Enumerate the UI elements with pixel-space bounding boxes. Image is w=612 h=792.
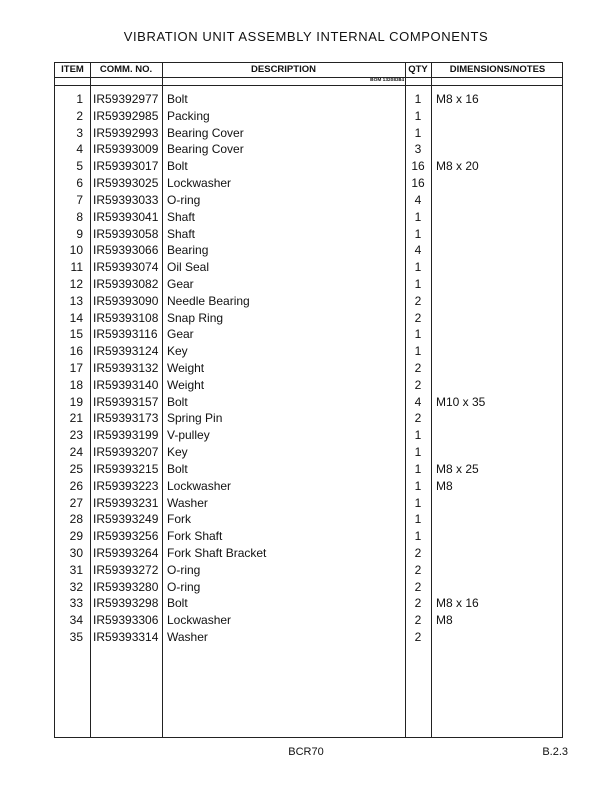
comm-number: IR59393231 — [93, 495, 159, 510]
table-row — [55, 394, 562, 411]
quantity: 2 — [414, 596, 422, 611]
item-number: 7 — [76, 192, 83, 207]
table-row — [55, 579, 562, 596]
comm-number: IR59393306 — [93, 613, 159, 628]
table-row — [55, 108, 562, 125]
quantity: 16 — [411, 176, 425, 191]
comm-number: IR59393173 — [93, 411, 159, 426]
item-number: 17 — [69, 361, 83, 375]
table-row — [55, 511, 562, 528]
comm-number: IR59393082 — [93, 276, 159, 291]
quantity: 1 — [414, 445, 422, 460]
quantity: 2 — [414, 361, 422, 375]
dimensions: M8 — [436, 613, 453, 628]
description: Lockwasher — [167, 176, 232, 191]
item-number: 21 — [69, 411, 83, 426]
dimensions: M8 x 20 — [436, 159, 479, 174]
item-number: 11 — [70, 260, 83, 275]
comm-number: IR59393256 — [93, 529, 159, 544]
description: Bearing — [167, 243, 209, 258]
quantity: 2 — [414, 310, 422, 325]
quantity: 1 — [414, 428, 422, 443]
table-row — [55, 175, 562, 192]
comm-number: IR59393074 — [93, 260, 159, 275]
parts-table — [54, 62, 563, 738]
item-number: 24 — [69, 445, 83, 460]
item-number: 35 — [69, 630, 83, 644]
description: Bearing Cover — [167, 125, 244, 140]
item-number: 25 — [69, 461, 83, 476]
comm-number: IR59393025 — [93, 176, 159, 191]
table-row — [55, 242, 562, 259]
quantity: 2 — [414, 613, 422, 628]
item-number: 23 — [69, 428, 83, 443]
item-number: 32 — [69, 579, 83, 594]
header-dimensions: DIMENSIONS/NOTES — [449, 64, 546, 75]
quantity: 2 — [414, 579, 422, 594]
description: Weight — [167, 377, 205, 392]
comm-number: IR59393124 — [93, 344, 159, 359]
footer-model: BCR70 — [288, 746, 324, 758]
table-row — [55, 158, 562, 175]
table-row — [55, 141, 562, 158]
table-row — [55, 410, 562, 427]
comm-number: IR59393280 — [93, 579, 159, 594]
header-qty: QTY — [408, 64, 428, 75]
description: Bolt — [167, 394, 188, 409]
comm-number: IR59393140 — [93, 377, 159, 392]
description: Bearing Cover — [167, 142, 244, 157]
item-number: 18 — [69, 377, 83, 392]
item-number: 5 — [76, 159, 83, 174]
item-number: 15 — [69, 327, 83, 342]
comm-number: IR59393116 — [93, 327, 158, 342]
description: Washer — [167, 495, 208, 510]
item-number: 33 — [69, 596, 83, 611]
item-number: 10 — [69, 243, 83, 258]
header-description: DESCRIPTION — [251, 64, 316, 75]
item-number: 31 — [69, 562, 83, 577]
quantity: 4 — [414, 192, 422, 207]
comm-number: IR59393215 — [93, 461, 159, 476]
item-number: 14 — [69, 310, 83, 325]
header-divider — [55, 77, 562, 78]
description: Key — [167, 445, 188, 460]
page-title: VIBRATION UNIT ASSEMBLY INTERNAL COMPONENTS — [123, 29, 489, 44]
item-number: 3 — [76, 125, 83, 140]
table-row — [55, 209, 562, 226]
parts-list — [55, 91, 562, 646]
description: O-ring — [167, 579, 201, 594]
table-row — [55, 461, 562, 478]
description: Fork Shaft Bracket — [167, 545, 267, 560]
item-number: 12 — [69, 276, 83, 291]
comm-number: IR59393132 — [93, 361, 159, 375]
description: Bolt — [167, 461, 188, 476]
comm-number: IR59392985 — [93, 108, 159, 123]
quantity: 2 — [414, 562, 422, 577]
comm-number: IR59393298 — [93, 596, 159, 611]
item-number: 28 — [69, 512, 83, 527]
quantity: 1 — [414, 478, 422, 493]
quantity: 4 — [414, 243, 422, 258]
item-number: 16 — [69, 344, 83, 359]
dimensions: M10 x 35 — [436, 394, 486, 409]
table-row — [55, 612, 562, 629]
table-row — [55, 444, 562, 461]
description: Shaft — [167, 209, 196, 224]
quantity: 16 — [411, 159, 425, 174]
quantity: 2 — [414, 293, 422, 308]
table-row — [55, 125, 562, 142]
description: Lockwasher — [167, 613, 232, 628]
table-row — [55, 545, 562, 562]
table-row — [55, 310, 562, 327]
item-number: 19 — [69, 394, 83, 409]
quantity: 4 — [414, 394, 422, 409]
comm-number: IR59392977 — [93, 92, 159, 106]
table-row — [55, 343, 562, 360]
table-row — [55, 562, 562, 579]
dimensions: M8 x 25 — [436, 461, 479, 476]
comm-number: IR59393223 — [93, 478, 159, 493]
comm-number: IR59393090 — [93, 293, 159, 308]
table-row — [55, 377, 562, 394]
table-row — [55, 528, 562, 545]
quantity: 1 — [414, 108, 422, 123]
quantity: 1 — [414, 327, 422, 342]
table-row — [55, 478, 562, 495]
quantity: 1 — [414, 529, 422, 544]
comm-number: IR59393157 — [93, 394, 159, 409]
comm-number: IR59392993 — [93, 125, 159, 140]
table-row — [55, 226, 562, 243]
table-row — [55, 427, 562, 444]
comm-number: IR59393272 — [93, 562, 159, 577]
quantity: 1 — [414, 226, 422, 241]
description: Bolt — [167, 92, 188, 106]
description: Packing — [167, 108, 210, 123]
quantity: 1 — [414, 260, 422, 275]
comm-number: IR59393066 — [93, 243, 159, 258]
description: V-pulley — [167, 428, 210, 443]
item-number: 8 — [76, 209, 83, 224]
description: Fork — [167, 512, 191, 527]
description: Snap Ring — [167, 310, 224, 325]
header-item: ITEM — [61, 64, 84, 75]
table-row — [55, 192, 562, 209]
description: Lockwasher — [167, 478, 232, 493]
quantity: 2 — [414, 545, 422, 560]
description: Spring Pin — [167, 411, 223, 426]
table-row — [55, 293, 562, 310]
description: O-ring — [167, 192, 201, 207]
comm-number: IR59393058 — [93, 226, 159, 241]
footer-page-number: B.2.3 — [542, 746, 568, 758]
quantity: 3 — [414, 142, 422, 157]
quantity: 1 — [414, 276, 422, 291]
table-row — [55, 595, 562, 612]
dimensions: M8 x 16 — [436, 596, 479, 611]
description: O-ring — [167, 562, 201, 577]
header-comm-no: COMM. NO. — [99, 64, 153, 75]
description: Gear — [167, 276, 194, 291]
quantity: 1 — [414, 344, 422, 359]
comm-number: IR59393314 — [93, 630, 159, 644]
dimensions: M8 — [436, 478, 453, 493]
comm-number: IR59393199 — [93, 428, 159, 443]
quantity: 1 — [414, 461, 422, 476]
quantity: 1 — [414, 209, 422, 224]
description: Oil Seal — [167, 260, 210, 275]
quantity: 2 — [414, 411, 422, 426]
comm-number: IR59393041 — [93, 209, 159, 224]
quantity: 1 — [414, 125, 422, 140]
item-number: 4 — [76, 142, 83, 157]
item-number: 26 — [69, 478, 83, 493]
item-number: 27 — [69, 495, 83, 510]
bom-divider — [55, 85, 562, 86]
description: Bolt — [167, 596, 188, 611]
quantity: 2 — [414, 630, 422, 644]
item-number: 13 — [69, 293, 83, 308]
quantity: 1 — [414, 495, 422, 510]
comm-number: IR59393249 — [93, 512, 159, 527]
bom-number: BOM 13208384 — [370, 78, 404, 83]
comm-number: IR59393108 — [93, 310, 159, 325]
comm-number: IR59393264 — [93, 545, 159, 560]
description: Washer — [167, 630, 208, 644]
comm-number: IR59393009 — [93, 142, 159, 157]
description: Shaft — [167, 226, 196, 241]
description: Bolt — [167, 159, 188, 174]
comm-number: IR59393207 — [93, 445, 159, 460]
table-row — [55, 326, 562, 343]
quantity: 1 — [414, 92, 422, 106]
item-number: 29 — [69, 529, 83, 544]
quantity: 1 — [414, 512, 422, 527]
dimensions: M8 x 16 — [436, 92, 479, 106]
comm-number: IR59393017 — [93, 159, 159, 174]
description: Gear — [167, 327, 194, 342]
item-number: 34 — [69, 613, 83, 628]
table-row — [55, 495, 562, 512]
item-number: 9 — [76, 226, 83, 241]
description: Fork Shaft — [167, 529, 223, 544]
description: Weight — [167, 361, 205, 375]
item-number: 6 — [76, 176, 83, 191]
table-row — [55, 259, 562, 276]
item-number: 2 — [76, 108, 83, 123]
comm-number: IR59393033 — [93, 192, 159, 207]
description: Key — [167, 344, 188, 359]
table-row — [55, 276, 562, 293]
table-row — [55, 91, 562, 108]
quantity: 2 — [414, 377, 422, 392]
item-number: 1 — [76, 92, 83, 106]
item-number: 30 — [69, 545, 83, 560]
table-row — [55, 629, 562, 646]
table-row — [55, 360, 562, 377]
description: Needle Bearing — [167, 293, 250, 308]
